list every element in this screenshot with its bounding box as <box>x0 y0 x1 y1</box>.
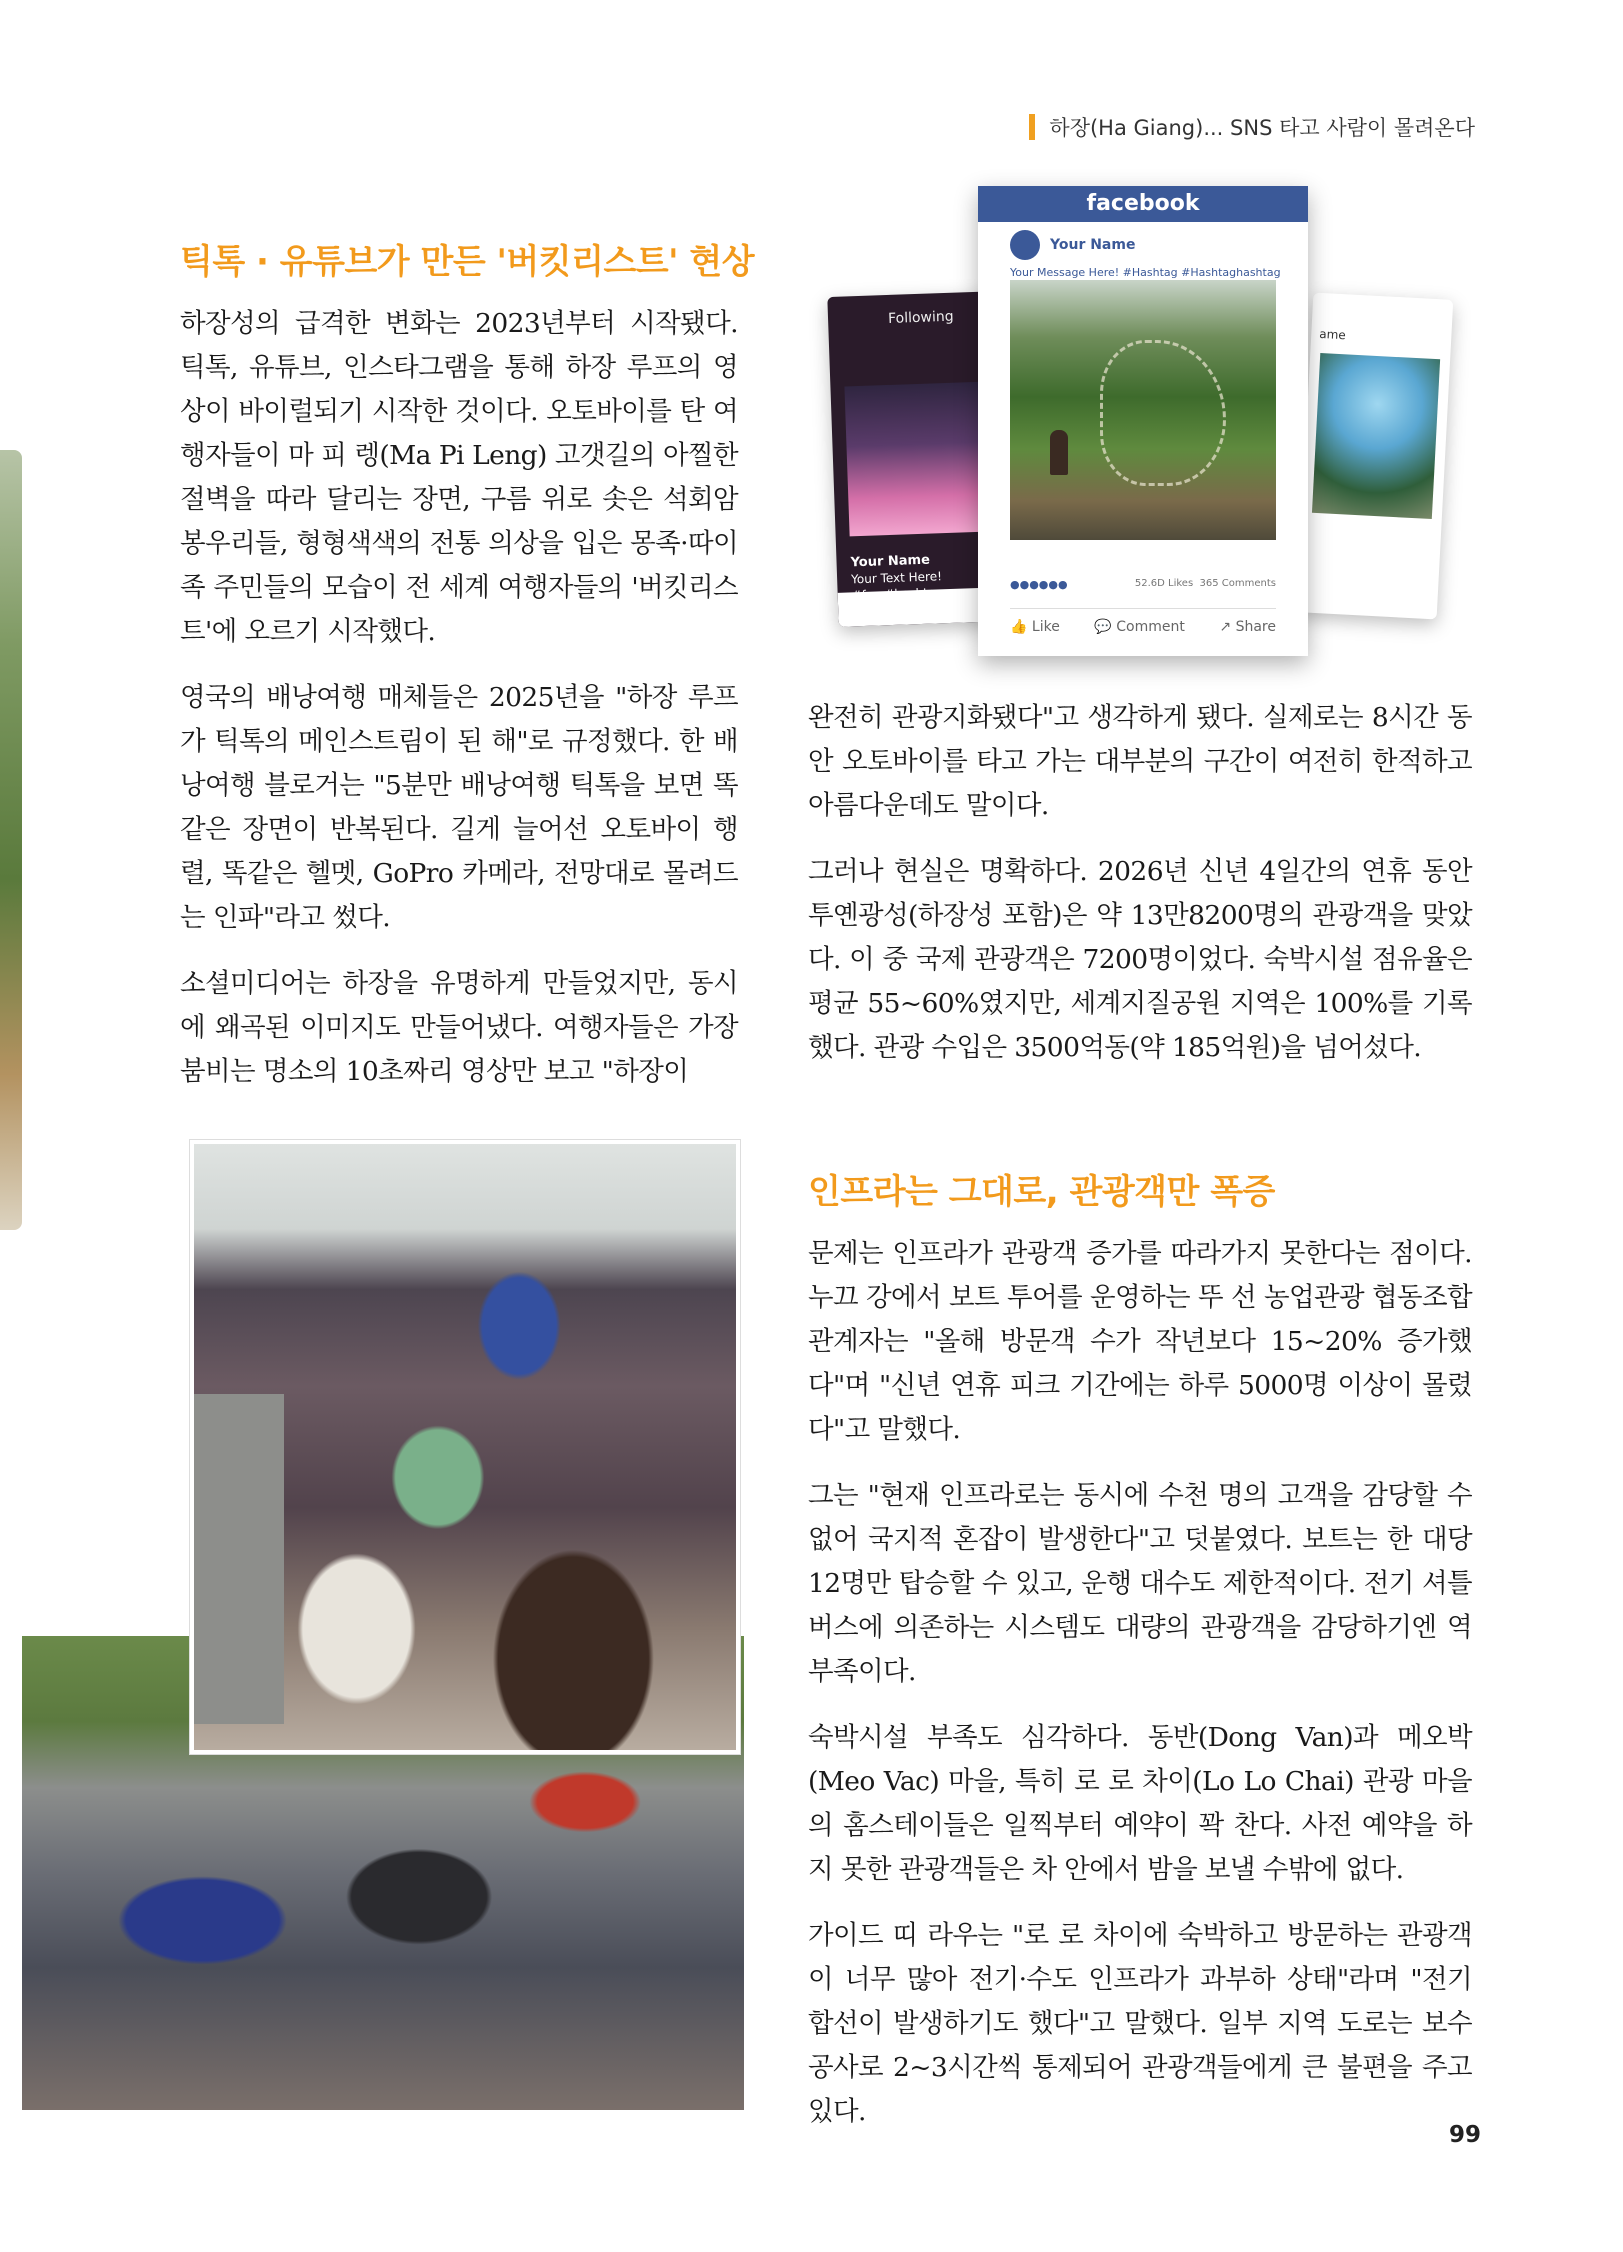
avatar <box>1010 230 1040 260</box>
edge-landscape-image <box>0 450 22 1230</box>
fb-stats <box>1010 578 1276 591</box>
paragraph: 가이드 띠 라우는 "로 로 차이에 숙박하고 방문하는 관광객이 너무 많아 전기·수도 인프라가 과부하 상태"라며 "전기 합선이 발생하기도 했다"고 말했다. 일부 지역 도로는 보수 공사로 2~3시간씩 통제되어 관광객들에게 큰 불편을 주고 있다. <box>808 1920 1472 2127</box>
like-label: Like <box>1031 619 1060 635</box>
winding-road <box>1100 340 1226 486</box>
facebook-logo: facebook <box>978 186 1308 222</box>
share-action: ↗ Share <box>1219 619 1276 635</box>
flower-field-photo <box>844 382 989 537</box>
section2-title: 인프라는 그대로, 관광객만 폭증 <box>808 1172 1275 1212</box>
caption-text: Your Text Here! <box>850 569 943 587</box>
fb-profile <box>978 222 1308 260</box>
fb-actions <box>1010 608 1276 635</box>
reactions-icons: ●●●●●● <box>1010 578 1068 591</box>
page-number: 99 <box>1448 2122 1481 2148</box>
paragraph: 문제는 인프라가 관광객 증가를 따라가지 못한다는 점이다. 누끄 강에서 보트 투어를 운영하는 뚜 선 농업관광 협동조합 관계자는 "올해 방문객 수가 작년보다 15~20% 증가했다"며 "신년 연휴 피크 기간에는 하루 5000명 이상이 몰렸다"고 말했다. <box>808 1238 1472 1445</box>
fb-name: Your Name <box>1050 237 1136 253</box>
comments-count: 365 Comments <box>1199 578 1276 589</box>
person-figure <box>1050 430 1068 475</box>
section1-body <box>180 302 738 1116</box>
fb-message: Your Message Here! #Hashtag #Hashtaghashtag <box>1010 266 1281 279</box>
section2-body <box>808 1232 1472 2156</box>
like-action: 👍 Like <box>1010 619 1060 635</box>
paragraph: 숙박시설 부족도 심각하다. 동반(Dong Van)과 메오박(Meo Vac) 마을, 특히 로 로 차이(Lo Lo Chai) 관광 마을의 홈스테이들은 일찍부터 예약이 꽉 찬다. 사전 예약을 하지 못한 관광객들은 차 안에서 밤을 보낼 수밖에 없다. <box>808 1722 1472 1885</box>
caption-name: Your Name <box>850 552 931 571</box>
running-header <box>1029 112 1475 142</box>
paragraph: 영국의 배낭여행 매체들은 2025년을 "하장 루프가 틱톡의 메인스트림이 된 해"로 규정했다. 한 배낭여행 블로거는 "5분만 배낭여행 틱톡을 보면 똑같은 장면이 반복된다. 길게 늘어선 오토바이 행렬, 똑같은 헬멧, GoPro 카메라, 전망대로 몰려드는 인파"라고 썼다. <box>180 682 738 933</box>
crowd-photo <box>190 1140 740 1754</box>
running-title: 하장(Ha Giang)... SNS 타고 사람이 몰려온다 <box>1049 116 1475 140</box>
paragraph: 그러나 현실은 명확하다. 2026년 신년 4일간의 연휴 동안 투옌광성(하장성 포함)은 약 13만8200명의 관광객을 맞았다. 이 중 국제 관광객은 7200명이었다. 숙박시설 점유율은 평균 55~60%였지만, 세계지질공원 지역은 100%를 기록했다. 관광 수입은 3500억동(약 185억원)을 넘어섰다. <box>808 856 1472 1063</box>
section1-title: 틱톡 · 유튜브가 만든 '버킷리스트' 현상 <box>180 242 755 282</box>
stone-railing <box>194 1394 284 1724</box>
mountain-road-photo <box>1010 280 1276 540</box>
paragraph: 소셜미디어는 하장을 유명하게 만들었지만, 동시에 왜곡된 이미지도 만들어냈다. 여행자들은 가장 붐비는 명소의 10초짜리 영상만 보고 "하장이 <box>180 968 738 1087</box>
following-label: Following <box>887 308 954 327</box>
header-accent-bar <box>1029 114 1035 140</box>
paragraph: 하장성의 급격한 변화는 2023년부터 시작됐다. 틱톡, 유튜브, 인스타그램을 통해 하장 루프의 영상이 바이럴되기 시작한 것이다. 오토바이를 탄 여행자들이 마 피 렝(Ma Pi Leng) 고갯길의 아찔한 절벽을 따라 달리는 장면, 구름 위로 솟은 석회암 봉우리들, 형형색색의 전통 의상을 입은 몽족·따이족 주민들의 모습이 전 세계 여행자들의 '버킷리스트'에 오르기 시작했다. <box>180 308 738 647</box>
section1-continued <box>808 696 1472 1092</box>
likes-count: 52.6D Likes <box>1134 578 1194 589</box>
instagram-name: ame <box>1318 326 1347 343</box>
comment-action: 💬 Comment <box>1094 619 1185 635</box>
cave-photo <box>1312 353 1440 519</box>
comment-label: Comment <box>1116 619 1185 635</box>
paragraph: 그는 "현재 인프라로는 동시에 수천 명의 고객을 감당할 수 없어 국지적 혼잡이 발생한다"고 덧붙였다. 보트는 한 대당 12명만 탑승할 수 있고, 운행 대수도 제한적이다. 전기 셔틀버스에 의존하는 시스템도 대량의 관광객을 감당하기엔 역부족이다. <box>808 1480 1472 1687</box>
instagram-mockup <box>1297 293 1454 620</box>
paragraph: 완전히 관광지화됐다"고 생각하게 됐다. 실제로는 8시간 동안 오토바이를 타고 가는 대부분의 구간이 여전히 한적하고 아름다운데도 말이다. <box>808 702 1472 821</box>
share-label: Share <box>1235 619 1276 635</box>
facebook-mockup <box>978 186 1308 656</box>
